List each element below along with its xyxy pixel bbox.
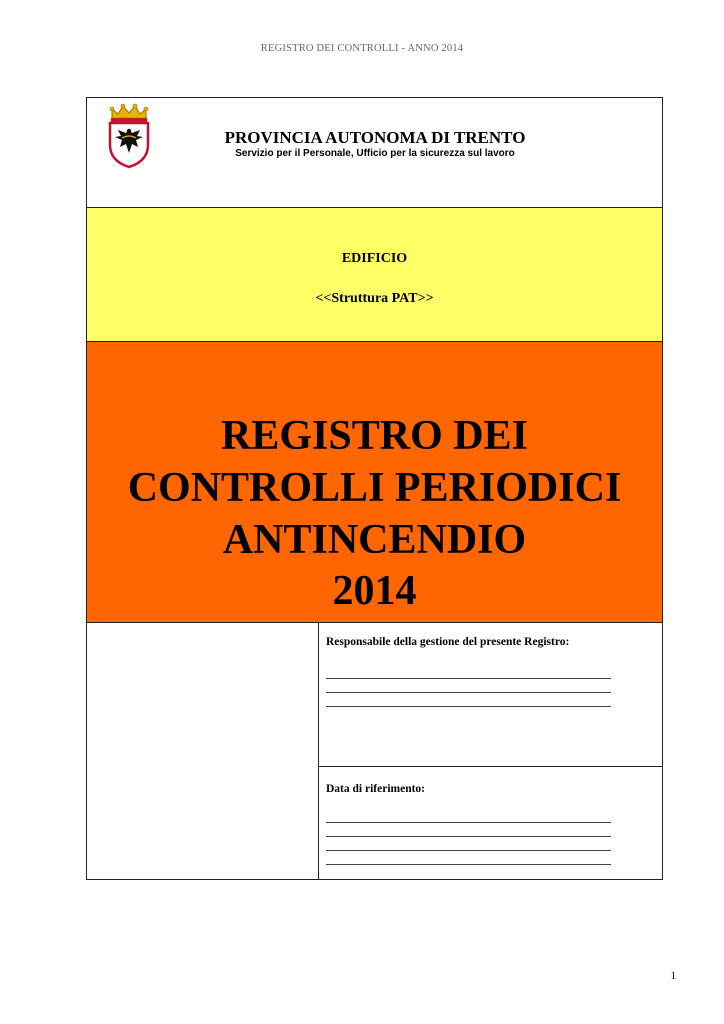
reference-date-fill-line[interactable] <box>326 822 611 823</box>
reference-date-fill-line[interactable] <box>326 836 611 837</box>
responsible-fill-line[interactable] <box>326 706 611 707</box>
empty-cell <box>87 623 319 879</box>
responsible-fill-line[interactable] <box>326 692 611 693</box>
info-table <box>87 623 662 879</box>
organization-subtitle: Servizio per il Personale, Ufficio per la sicurezza sul lavoro <box>235 148 515 159</box>
organization-name: PROVINCIA AUTONOMA DI TRENTO <box>224 128 526 147</box>
building-label: EDIFICIO <box>341 251 408 266</box>
cover-frame <box>86 97 663 880</box>
responsible-fill-line[interactable] <box>326 678 611 679</box>
reference-date-label: Data di riferimento: <box>326 783 425 795</box>
reference-date-cell <box>319 767 662 879</box>
title-line-1: REGISTRO DEI <box>221 413 528 459</box>
responsible-cell <box>319 623 662 767</box>
title-line-3: ANTINCENDIO <box>222 517 527 563</box>
title-line-4: 2014 <box>332 568 417 614</box>
building-name: <<Struttura PAT>> <box>315 291 434 306</box>
reference-date-fill-line[interactable] <box>326 850 611 851</box>
page-number: 1 <box>670 970 676 982</box>
coat-of-arms-icon <box>107 103 151 169</box>
running-header: REGISTRO DEI CONTROLLI - ANNO 2014 <box>260 43 464 54</box>
building-section <box>87 208 662 342</box>
reference-date-fill-line[interactable] <box>326 864 611 865</box>
title-line-2: CONTROLLI PERIODICI <box>127 465 622 511</box>
register-title-section <box>87 342 662 623</box>
institution-header <box>87 98 662 208</box>
responsible-label: Responsabile della gestione del presente Registro: <box>326 636 570 648</box>
